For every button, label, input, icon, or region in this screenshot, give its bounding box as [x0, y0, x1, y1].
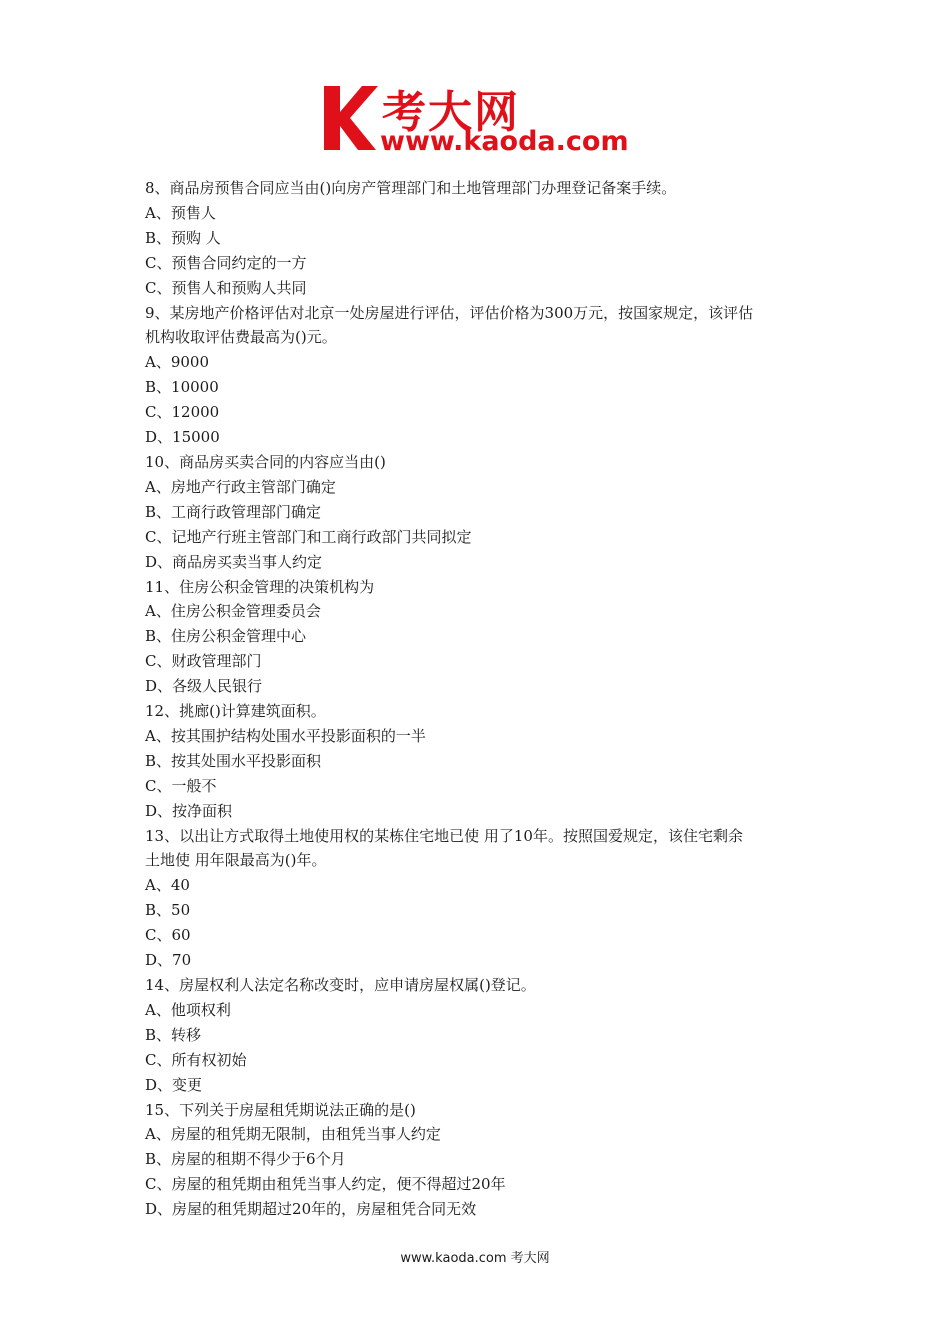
text-line: 15、下列关于房屋租凭期说法正确的是() [145, 1100, 416, 1119]
text-line: B、工商行政管理部门确定 [145, 502, 322, 521]
text-line: D、按净面积 [145, 801, 233, 820]
text-line: 8、商品房预售合同应当由()向房产管理部门和土地管理部门办理登记备案手续。 [145, 179, 677, 197]
text-line: B、按其处围水平投影面积 [145, 751, 322, 770]
text-line: 9、某房地产价格评估对北京一处房屋进行评估，评估价格为300万元，按国家规定，该评估 [145, 303, 754, 322]
text-line: C、房屋的租凭期由租凭当事人约定，便不得超过20年 [145, 1175, 506, 1194]
text-line: D、变更 [145, 1075, 203, 1094]
text-line: A、按其围护结构处围水平投影面积的一半 [145, 726, 426, 745]
text-line: A、9000 [145, 353, 210, 372]
text-line: B、10000 [145, 378, 219, 397]
k-mark-icon [318, 82, 382, 154]
text-line: 13、以出让方式取得土地使用权的某栋住宅地已使 用了10年。按照国爱规定，该住宅剩余 [145, 826, 743, 845]
text-line: D、各级人民银行 [145, 677, 263, 696]
text-line: D、商品房买卖当事人约定 [145, 552, 323, 571]
text-line: B、房屋的租期不得少于6个月 [145, 1150, 346, 1169]
text-line: C、财政管理部门 [145, 652, 262, 671]
text-line: 14、房屋权利人法定名称改变时，应申请房屋权属()登记。 [145, 976, 536, 994]
text-line: C、预售人和预购人共同 [145, 278, 307, 297]
text-line: A、房地产行政主管部门确定 [145, 477, 336, 496]
text-line: D、房屋的租凭期超过20年的，房屋租凭合同无效 [145, 1200, 477, 1219]
text-line: A、预售人 [145, 203, 216, 222]
text-line: B、预购 人 [145, 228, 221, 247]
text-line: 土地使 用年限最高为()年。 [145, 851, 327, 870]
text-line: C、12000 [145, 403, 220, 422]
text-line: C、预售合同约定的一方 [145, 253, 307, 272]
page-footer: www.kaoda.com 考大网 [400, 1251, 550, 1266]
text-line: A、他项权利 [145, 1000, 231, 1019]
text-line: D、15000 [145, 428, 220, 447]
text-line: B、住房公积金管理中心 [145, 627, 307, 646]
text-line: C、一般不 [145, 776, 217, 795]
text-line: C、60 [145, 926, 191, 945]
text-line: A、房屋的租凭期无限制，由租凭当事人约定 [145, 1125, 441, 1144]
text-line: C、所有权初始 [145, 1050, 247, 1069]
text-line: 机构收取评估费最高为()元。 [145, 328, 337, 347]
text-line: C、记地产行班主管部门和工商行政部门共同拟定 [145, 527, 472, 546]
text-line: B、转移 [145, 1025, 202, 1044]
logo-url: www.kaoda.com [380, 126, 629, 157]
text-line: D、70 [145, 951, 192, 970]
text-line: 12、挑廊()计算建筑面积。 [145, 702, 326, 721]
text-line: A、40 [145, 876, 190, 895]
text-line: 10、商品房买卖合同的内容应当由() [145, 452, 386, 471]
kaoda-logo [318, 82, 638, 160]
text-line: B、50 [145, 901, 191, 920]
logo-brand-cn: 考大网 [382, 87, 520, 138]
text-line: A、住房公积金管理委员会 [145, 602, 321, 621]
question-list [145, 176, 815, 1222]
text-line: 11、住房公积金管理的决策机构为 [145, 577, 375, 596]
